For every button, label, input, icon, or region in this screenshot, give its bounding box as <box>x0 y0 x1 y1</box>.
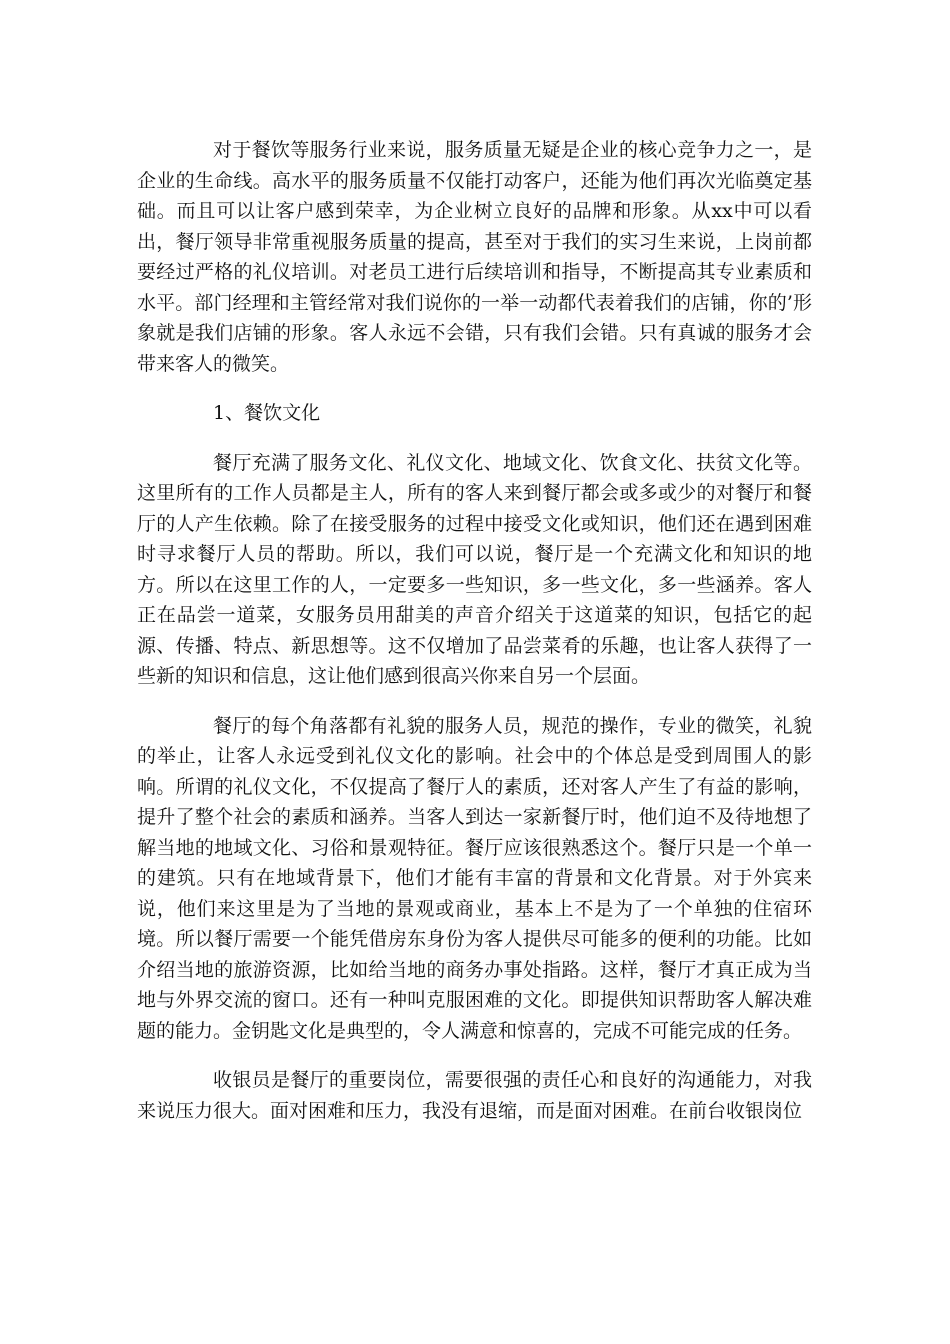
paragraph-service-quality: 对于餐饮等服务行业来说，服务质量无疑是企业的核心竞争力之一，是企业的生命线。高水平的服务质量不仅能打动客户，还能为他们再次光临奠定基础。而且可以让客户感到荣幸，为企业树立良好的品牌和形象。从xx中可以看出，餐厅领导非常重视服务质量的提高，甚至对于我们的实习生来说，上岗前都要经过严格的礼仪培训。对老员工进行后续培训和指导，不断提高其专业素质和水平。部门经理和主管经常对我们说你的一举一动都代表着我们的店铺，你的’形象就是我们店铺的形象。客人永远不会错，只有我们会错。只有真诚的服务才会带来客人的微笑。 <box>137 139 812 375</box>
paragraph-restaurant-culture: 餐厅充满了服务文化、礼仪文化、地域文化、饮食文化、扶贫文化等。这里所有的工作人员都是主人，所有的客人来到餐厅都会或多或少的对餐厅和餐厅的人产生依赖。除了在接受服务的过程中接受文化或知识，他们还在遇到困难时寻求餐厅人员的帮助。所以，我们可以说，餐厅是一个充满文化和知识的地方。所以在这里工作的人，一定要多一些知识，多一些文化，多一些涵养。客人正在品尝一道菜，女服务员用甜美的声音介绍关于这道菜的知识，包括它的起源、传播、特点、新思想等。这不仅增加了品尝菜肴的乐趣，也让客人获得了一些新的知识和信息，这让他们感到很高兴你来自另一个层面。 <box>137 451 812 687</box>
section-heading-catering-culture: 1、餐饮文化 <box>213 402 321 424</box>
paragraph-cashier: 收银员是餐厅的重要岗位，需要很强的责任心和良好的沟通能力，对我来说压力很大。面对困难和压力，我没有退缩，而是面对困难。在前台收银岗位 <box>137 1069 812 1122</box>
paragraph-etiquette-culture: 餐厅的每个角落都有礼貌的服务人员，规范的操作，专业的微笑，礼貌的举止，让客人永远受到礼仪文化的影响。社会中的个体总是受到周围人的影响。所谓的礼仪文化，不仅提高了餐厅人的素质，还对客人产生了有益的影响，提升了整个社会的素质和涵养。当客人到达一家新餐厅时，他们迫不及待地想了解当地的地域文化、习俗和景观特征。餐厅应该很熟悉这个。餐厅只是一个单一的建筑。只有在地域背景下，他们才能有丰富的背景和文化背景。对于外宾来说，他们来这里是为了当地的景观或商业，基本上不是为了一个单独的住宿环境。所以餐厅需要一个能凭借房东身份为客人提供尽可能多的便利的功能。比如介绍当地的旅游资源，比如给当地的商务办事处指路。这样，餐厅才真正成为当地与外界交流的窗口。还有一种叫克服困难的文化。即提供知识帮助客人解决难题的能力。金钥匙文化是典型的，令人满意和惊喜的，完成不可能完成的任务。 <box>137 714 812 1042</box>
document-body <box>137 135 812 1126</box>
